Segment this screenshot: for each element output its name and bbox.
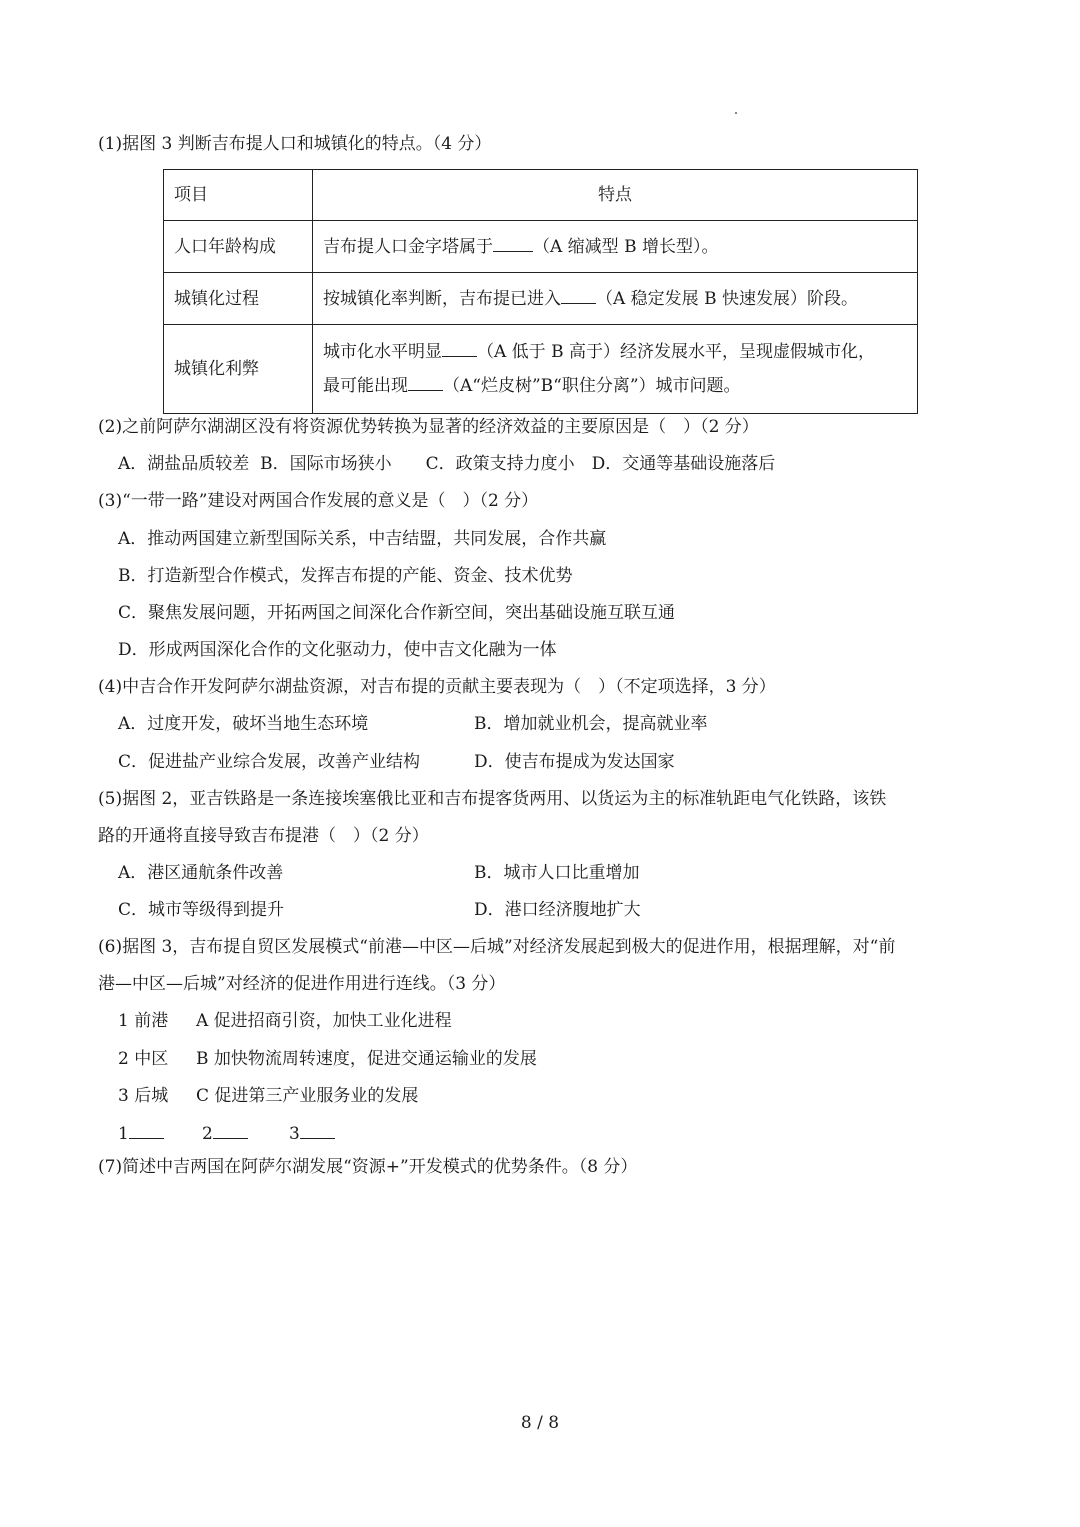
table-row-item: 城镇化利弊: [164, 325, 313, 414]
question-3-option-a: A．推动两国建立新型国际关系，中吉结盟，共同发展，合作共赢: [118, 529, 607, 549]
table-row-text: [313, 221, 918, 273]
table-header-feature: 特点: [313, 170, 918, 221]
question-4-title: (4)中吉合作开发阿萨尔湖盐资源，对吉布提的贡献主要表现为（ ）（不定项选择，3 分）: [98, 677, 776, 697]
row-text-part: 最可能出现: [323, 376, 408, 396]
row-text-part: （A 稳定发展 B 快速发展）阶段。: [596, 288, 858, 309]
question-5-option-c: C．城市等级得到提升: [118, 900, 285, 920]
question-3-option-c: C．聚焦发展问题，开拓两国之间深化合作新空间，突出基础设施互联互通: [118, 603, 676, 623]
question-2-title: (2)之前阿萨尔湖湖区没有将资源优势转换为显著的经济效益的主要原因是（ ）（2 分）: [98, 417, 759, 437]
table-row-text: [313, 273, 918, 325]
answer-blank: [300, 1122, 335, 1139]
question-3-option-d: D．形成两国深化合作的文化驱动力，使中吉文化融为一体: [118, 640, 557, 660]
table-row-item: 人口年龄构成: [164, 221, 313, 273]
question-5-title-line-1: (5)据图 2，亚吉铁路是一条连接埃塞俄比亚和吉布提客货两用、以货运为主的标准轨距电气化铁路，该铁: [98, 789, 887, 809]
question-2-options: A．湖盐品质较差 B．国际市场狭小 C．政策支持力度小 D．交通等基础设施落后: [118, 454, 776, 474]
row-text-part: （A“烂皮树”B“职住分离”）城市问题。: [443, 376, 741, 396]
answer-blank: [129, 1122, 164, 1139]
matching-right-item: B 加快物流周转速度，促进交通运输业的发展: [196, 1049, 537, 1069]
table-row-text: [313, 325, 918, 414]
question-3-option-b: B．打造新型合作模式，发挥吉布提的产能、资金、技术优势: [118, 566, 573, 586]
table-row: [164, 221, 918, 273]
matching-left-item: 3 后城: [118, 1086, 169, 1106]
answer-blank: [561, 287, 596, 304]
question-3-title: (3)“一带一路”建设对两国合作发展的意义是（ ）（2 分）: [98, 491, 539, 511]
answer-number: 1: [118, 1124, 129, 1144]
matching-answer-3: [289, 1122, 335, 1144]
answer-blank: [213, 1122, 248, 1139]
question-5-option-d: D．港口经济腹地扩大: [474, 900, 641, 920]
row-text-part: （A 缩减型 B 增长型）。: [533, 236, 719, 257]
question-7-title: (7)简述中吉两国在阿萨尔湖发展“资源+”开发模式的优势条件。（8 分）: [98, 1157, 638, 1177]
question-5-title-line-2: 路的开通将直接导致吉布提港（ ）（2 分）: [98, 826, 429, 846]
matching-answer-1: [118, 1122, 164, 1144]
question-6-title-line-1: (6)据图 3，吉布提自贸区发展模式“前港—中区—后城”对经济发展起到极大的促进作用，根据理解，对“前: [98, 937, 896, 957]
question-1-title: (1)据图 3 判断吉布提人口和城镇化的特点。（4 分）: [98, 134, 492, 154]
matching-left-item: 2 中区: [118, 1049, 169, 1069]
question-6-title-line-2: 港—中区—后城”对经济的促进作用进行连线。（3 分）: [98, 974, 506, 994]
question-4-option-d: D．使吉布提成为发达国家: [474, 752, 675, 772]
row-text-part: 城市化水平明显: [323, 342, 442, 362]
scan-speck: [735, 112, 737, 114]
answer-number: 3: [289, 1124, 300, 1144]
table-row: [164, 325, 918, 414]
table-header-item: 项目: [164, 170, 313, 221]
feature-table: [163, 169, 918, 414]
row-text-part: （A 低于 B 高于）经济发展水平，呈现虚假城市化，: [477, 342, 875, 362]
page-number: 8 / 8: [520, 1413, 560, 1433]
question-4-option-b: B．增加就业机会，提高就业率: [474, 714, 708, 734]
question-5-option-a: A．港区通航条件改善: [118, 863, 284, 883]
table-row: [164, 273, 918, 325]
table-row-item: 城镇化过程: [164, 273, 313, 325]
matching-right-item: A 促进招商引资，加快工业化进程: [196, 1011, 452, 1031]
question-4-option-c: C．促进盐产业综合发展，改善产业结构: [118, 752, 421, 772]
answer-blank: [493, 235, 533, 252]
matching-left-item: 1 前港: [118, 1011, 169, 1031]
row-text-part: 按城镇化率判断，吉布提已进入: [323, 288, 561, 309]
question-4-option-a: A．过度开发，破坏当地生态环境: [118, 714, 369, 734]
question-5-option-b: B．城市人口比重增加: [474, 863, 640, 883]
answer-blank: [442, 340, 477, 357]
row-text-part: 吉布提人口金字塔属于: [323, 236, 493, 257]
answer-number: 2: [202, 1124, 213, 1144]
matching-answer-2: [202, 1122, 248, 1144]
matching-right-item: C 促进第三产业服务业的发展: [196, 1086, 419, 1106]
table-header-row: [164, 170, 918, 221]
answer-blank: [408, 374, 443, 391]
